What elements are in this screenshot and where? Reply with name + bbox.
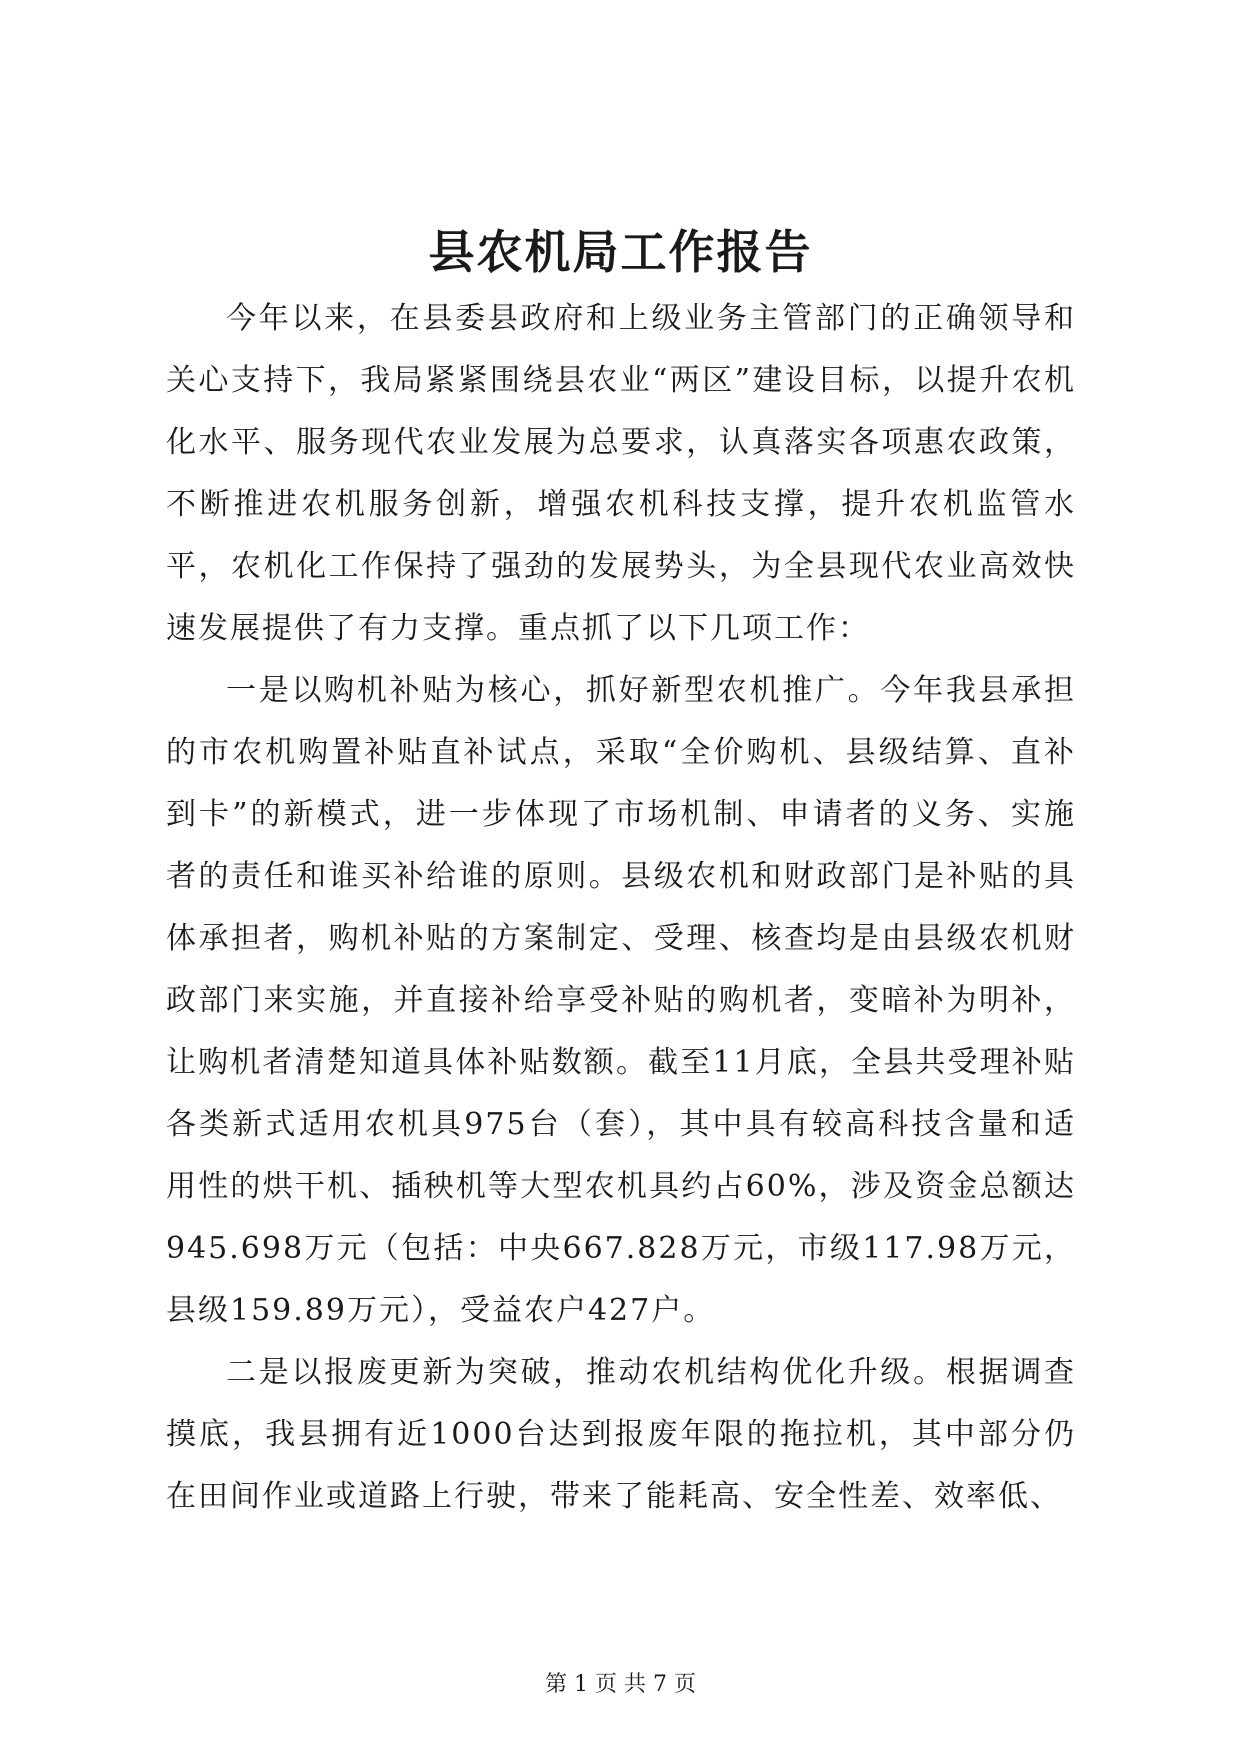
paragraph-subsidy: 一是以购机补贴为核心，抓好新型农机推广。今年我县承担的市农机购置补贴直补试点，采取“全价购机、县级结算、直补到卡”的新模式，进一步体现了市场机制、申请者的义务、实施者的责任和谁买补给谁的原则。县级农机和财政部门是补贴的具体承担者，购机补贴的方案制定、受理、核查均是由县级农机财政部门来实施，并直接补给享受补贴的购机者，变暗补为明补，让购机者清楚知道具体补贴数额。截至11月底，全县共受理补贴各类新式适用农机具975台（套），其中具有较高科技含量和适用性的烘干机、插秧机等大型农机具约占60%，涉及资金总额达945.698万元（包括：中央667.828万元，市级117.98万元，县级159.89万元），受益农户427户。 [166,673,1076,1328]
document-title: 县农机局工作报告 [428,225,813,279]
document-body [166,288,1076,1528]
paragraph-scrapping: 二是以报废更新为突破，推动农机结构优化升级。根据调查摸底，我县拥有近1000台达到报废年限的拖拉机，其中部分仍在田间作业或道路上行驶，带来了能耗高、安全性差、效率低、 [166,1355,1076,1514]
paragraph-intro: 今年以来，在县委县政府和上级业务主管部门的正确领导和关心支持下，我局紧紧围绕县农业“两区”建设目标，以提升农机化水平、服务现代农业发展为总要求，认真落实各项惠农政策，不断推进农机服务创新，增强农机科技支撑，提升农机监管水平，农机化工作保持了强劲的发展势头，为全县现代农业高效快速发展提供了有力支撑。重点抓了以下几项工作： [166,301,1076,646]
page-number-footer: 第 1 页 共 7 页 [545,1672,696,1697]
